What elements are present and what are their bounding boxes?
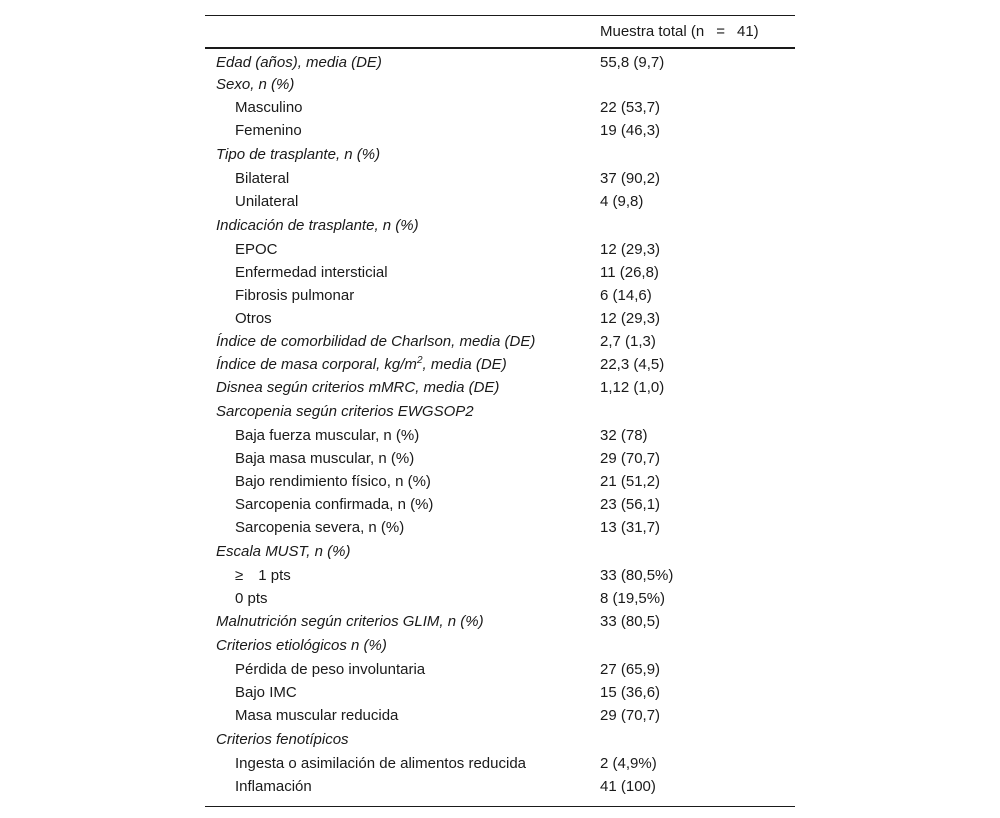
table-row	[205, 705, 795, 728]
row-label: Sarcopenia confirmada, n (%)	[235, 496, 434, 513]
table-row	[205, 682, 795, 705]
row-value: 13 (31,7)	[600, 519, 661, 536]
table-row	[205, 540, 795, 565]
table-row	[205, 97, 795, 120]
row-label: Bilateral	[235, 170, 290, 187]
row-label: Baja masa muscular, n (%)	[235, 450, 415, 467]
row-value: 11 (26,8)	[600, 264, 659, 281]
row-value: 12 (29,3)	[600, 241, 661, 258]
row-value: 55,8 (9,7)	[600, 54, 665, 71]
table-row	[205, 53, 795, 74]
row-label: Inflamación	[235, 778, 312, 795]
row-label: Sarcopenia severa, n (%)	[235, 519, 405, 536]
table-row	[205, 120, 795, 143]
row-label: Disnea según criterios mMRC, media (DE)	[216, 379, 500, 396]
row-value: 1,12 (1,0)	[600, 379, 665, 396]
bottom-spacer	[205, 799, 795, 806]
table-row	[205, 494, 795, 517]
table-row	[205, 634, 795, 659]
row-value: 29 (70,7)	[600, 450, 661, 467]
table-row	[205, 331, 795, 354]
table-row	[205, 239, 795, 262]
bottom-rule	[205, 806, 795, 807]
table-row	[205, 285, 795, 308]
row-label: Pérdida de peso involuntaria	[235, 661, 426, 678]
row-label: Tipo de trasplante, n (%)	[216, 146, 381, 163]
row-label	[216, 356, 507, 374]
row-label: Bajo IMC	[235, 684, 297, 701]
row-label: Indicación de trasplante, n (%)	[216, 217, 419, 234]
table-row	[205, 400, 795, 425]
table-row	[205, 377, 795, 400]
table-row	[205, 191, 795, 214]
table-row	[205, 517, 795, 540]
row-label: Enfermedad intersticial	[235, 264, 388, 281]
row-label: Índice de comorbilidad de Charlson, media (DE)	[216, 333, 536, 350]
table-row	[205, 611, 795, 634]
header-total-sample: Muestra total (n = 41)	[600, 23, 759, 40]
row-label: Ingesta o asimilación de alimentos reducida	[235, 755, 526, 772]
row-value: 4 (9,8)	[600, 193, 644, 210]
row-value: 15 (36,6)	[600, 684, 661, 701]
table-row	[205, 354, 795, 377]
table-row	[205, 471, 795, 494]
table-header-row	[205, 16, 795, 47]
row-label: Masa muscular reducida	[235, 707, 399, 724]
row-label: Masculino	[235, 99, 303, 116]
table-row	[205, 659, 795, 682]
row-label: Unilateral	[235, 193, 299, 210]
table-row	[205, 753, 795, 776]
table-body	[205, 49, 795, 799]
row-value: 22 (53,7)	[600, 99, 661, 116]
table-row	[205, 74, 795, 97]
row-label-text-cont: , media (DE)	[422, 356, 507, 373]
row-label: Femenino	[235, 122, 302, 139]
row-label: ≥ 1 pts	[235, 567, 291, 584]
table-row	[205, 214, 795, 239]
table-row	[205, 425, 795, 448]
row-value: 23 (56,1)	[600, 496, 661, 513]
row-value: 33 (80,5%)	[600, 567, 674, 584]
table-row	[205, 588, 795, 611]
table-row	[205, 728, 795, 753]
row-value: 32 (78)	[600, 427, 648, 444]
row-label: Escala MUST, n (%)	[216, 543, 351, 560]
row-label-text: Índice de masa corporal, kg/m	[216, 356, 417, 373]
row-label: Criterios fenotípicos	[216, 731, 349, 748]
row-label: Sarcopenia según criterios EWGSOP2	[216, 403, 474, 420]
row-label: 0 pts	[235, 590, 268, 607]
row-label: EPOC	[235, 241, 278, 258]
row-value: 21 (51,2)	[600, 473, 661, 490]
table-row	[205, 308, 795, 331]
row-label: Otros	[235, 310, 272, 327]
row-value: 12 (29,3)	[600, 310, 661, 327]
row-label: Fibrosis pulmonar	[235, 287, 355, 304]
row-value: 8 (19,5%)	[600, 590, 666, 607]
row-label: Malnutrición según criterios GLIM, n (%)	[216, 613, 484, 630]
table-row	[205, 448, 795, 471]
row-value: 2,7 (1,3)	[600, 333, 656, 350]
row-value: 22,3 (4,5)	[600, 356, 665, 373]
table-row	[205, 565, 795, 588]
table-row	[205, 168, 795, 191]
summary-table	[205, 15, 795, 807]
row-label: Sexo, n (%)	[216, 76, 295, 93]
row-label: Criterios etiológicos n (%)	[216, 637, 387, 654]
superscript: 2	[416, 355, 423, 366]
row-value: 33 (80,5)	[600, 613, 661, 630]
row-value: 37 (90,2)	[600, 170, 661, 187]
table-row	[205, 143, 795, 168]
row-value: 6 (14,6)	[600, 287, 652, 304]
row-value: 29 (70,7)	[600, 707, 661, 724]
row-value: 27 (65,9)	[600, 661, 661, 678]
row-value: 41 (100)	[600, 778, 656, 795]
row-value: 2 (4,9%)	[600, 755, 657, 772]
row-label: Edad (años), media (DE)	[216, 54, 382, 71]
table-row	[205, 776, 795, 799]
row-label: Baja fuerza muscular, n (%)	[235, 427, 420, 444]
row-value: 19 (46,3)	[600, 122, 661, 139]
table-row	[205, 262, 795, 285]
row-label: Bajo rendimiento físico, n (%)	[235, 473, 431, 490]
